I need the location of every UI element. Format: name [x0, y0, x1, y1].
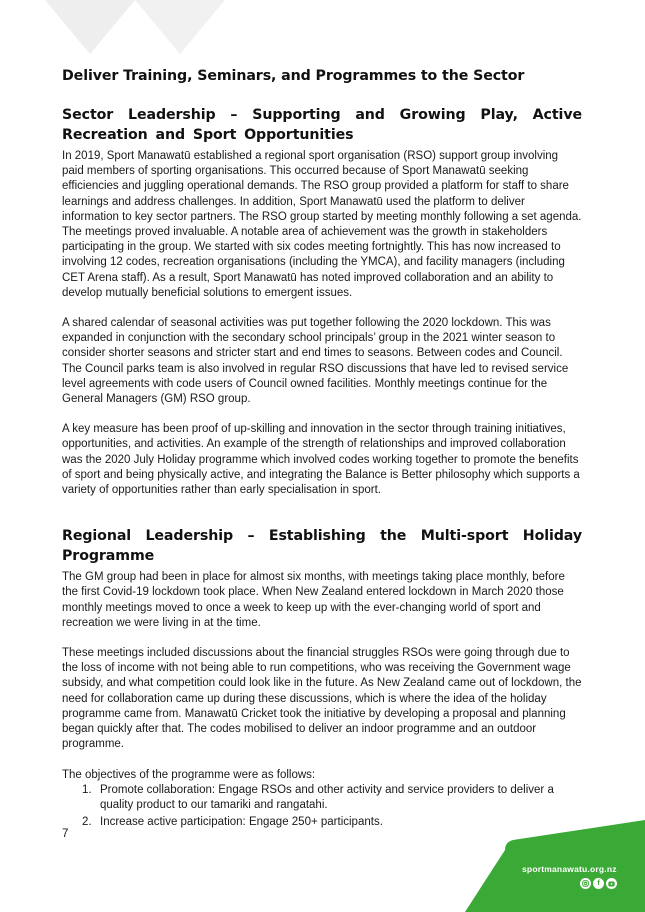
facebook-icon[interactable]: f: [593, 878, 604, 889]
main-content: [62, 68, 582, 832]
list-number: 1.: [82, 783, 92, 796]
objectives-intro: The objectives of the programme were as follows:: [62, 768, 316, 781]
page-number: 7: [62, 828, 69, 840]
section-title-regional-leadership: Regional Leadership – Establishing the Multi-sport Holiday Programme: [62, 528, 582, 565]
paragraph: A shared calendar of seasonal activities was put together following the 2020 lockdown. This was expanded in conjunction with the secondary school principals’ group in the 2021 winter season to consider shorter seasons and stricter start and end times to seasons. Between codes and Council. The Council parks team is also involved in regular RSO discussions that have led to revised service level agreements with code users of Council owned facilities. Monthly meetings continue for the General Managers (GM) RSO group.: [62, 317, 569, 406]
list-text: Increase active participation: Engage 250+ participants.: [100, 816, 383, 829]
paragraph: These meetings included discussions about the financial struggles RSOs were going through due to the loss of income with not being able to run competitions, who was receiving the Government wage subsidy, and what competition could look like in the future. As New Zealand came out of lockdown, the need for collaboration came up during these discussions, which is where the idea of the holiday programme came from. Manawatū Cricket took the initiative by developing a proposal and planning began quickly after that. The codes mobilised to deliver an indoor programme and an outdoor programme.: [62, 647, 582, 751]
top-decoration: [0, 0, 240, 60]
list-text: Promote collaboration: Engage RSOs and other activity and service providers to deliver a quality product to our tamariki and rangatahi.: [100, 783, 554, 811]
youtube-icon[interactable]: [606, 878, 617, 889]
social-icons: [580, 878, 617, 889]
list-number: 2.: [82, 816, 92, 829]
section-title-sector-leadership: Sector Leadership – Supporting and Growing Play, Active Recreation and Sport Opportunities: [62, 107, 582, 143]
paragraph: A key measure has been proof of up-skilling and innovation in the sector through training initiatives, opportunities, and activities. An example of the strength of relationships and improved collaboration was the 2020 July Holiday programme which involved codes working together to promote the benefits of sport and being physically active, and integrating the Balance is Better philosophy which supports a variety of opportunities rather than early specialisation in sport.: [62, 423, 580, 497]
paragraph: In 2019, Sport Manawatū established a regional sport organisation (RSO) support group involving paid members of sporting organisations. This occurred because of Sport Manawatū seeking efficiencies and juggling operational demands. The RSO group provided a platform for staff to share learnings and address challenges. In addition, Sport Manawatū used the platform to deliver information to key sector partners. The RSO group started by meeting monthly following a set agenda. The meetings proved invaluable. A notable area of achievement was the growth in stakeholders participating in the group. We started with six codes meeting fortnightly. This has now increased to involving 12 codes, recreation organisations (including the YMCA), and facility managers (including CET Arena staff). As a result, Sport Manawatū has noted improved collaboration and an ability to develop mutually beneficial solutions to emergent issues.: [62, 150, 582, 299]
paragraph: The GM group had been in place for almost six months, with meetings taking place monthly, before the first Covid-19 lockdown took place. When New Zealand entered lockdown in March 2020 those monthly meetings moved to once a week to keep up with the ever-changing world of sport and recreation we were living in at the time.: [62, 571, 565, 629]
list-item: [62, 783, 582, 813]
instagram-icon[interactable]: [580, 878, 591, 889]
footer-website-link[interactable]: sportmanawatu.org.nz: [522, 864, 617, 874]
page-heading: Deliver Training, Seminars, and Programmes to the Sector: [62, 68, 525, 84]
